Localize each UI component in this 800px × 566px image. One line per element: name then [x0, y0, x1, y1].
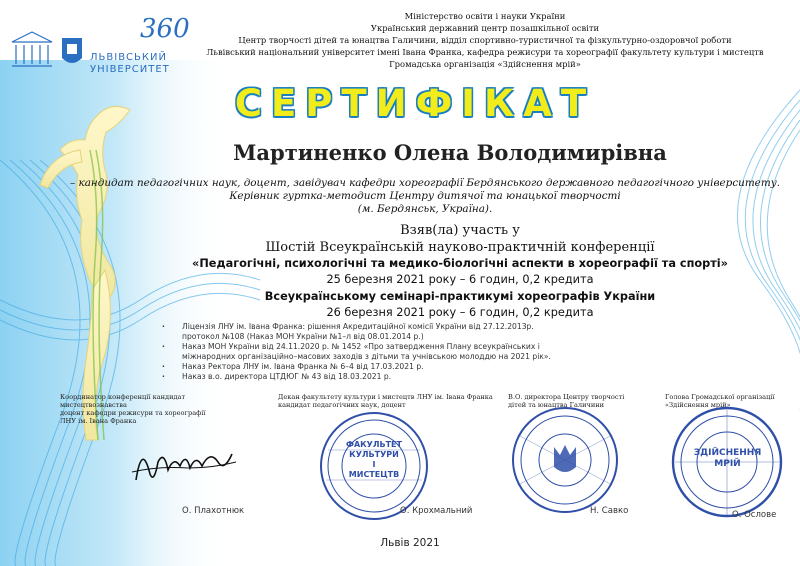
note-line: міжнародних організаційно–масових заходів з дітьми та учнівською молоддю на 2021 рік».	[182, 352, 551, 361]
city-year: Львів 2021	[380, 537, 440, 549]
conference-date: 25 березня 2021 року – 6 годин, 0,2 кредита	[326, 273, 594, 286]
stamp-text-line: ЗДІЙСНЕННЯ	[693, 448, 762, 458]
signatory-title-line: кандидат педагогічних наук, доцент	[278, 401, 406, 409]
recipient-name: Мартиненко Олена Володимирівна	[233, 140, 667, 165]
conference-topic: «Педагогічні, психологічні та медико-біологічні аспекти в хореографії та спорті»	[192, 257, 728, 270]
signatory-name-3: Н. Савко	[590, 506, 629, 516]
organization-line: Міністерство освіти і науки України	[404, 11, 566, 21]
signatory-title-line: «Здійснення мрій»	[665, 401, 731, 409]
note-line: протокол №108 (Наказ МОН України №1–л від 08.01.2014 р.)	[182, 332, 424, 341]
signature-plakhotniuk-icon	[128, 432, 238, 492]
legal-notes	[160, 322, 780, 382]
signatory-name-4: О. Ослове	[732, 510, 777, 520]
organization-line: Львівський національний університет імені Івана Франка, кафедра режисури та хореографії факультету культури і мистецтв	[206, 47, 764, 57]
organizations-header	[190, 10, 780, 70]
seminar-name: Всеукраїнському семінарі-практикумі хореографів України	[264, 290, 656, 303]
signatory-title-line: Декан факультету культури і мистецтв ЛНУ ім. Івана Франка	[278, 393, 493, 401]
signatory-title-line: В.О. директора Центру творчості	[508, 393, 625, 401]
took-part-text: Взяв(ла) участь у	[400, 223, 520, 238]
center-stamp-icon	[510, 405, 620, 515]
description-line: (м. Бердянськ, Україна).	[357, 203, 493, 215]
stamp-text-line: ФАКУЛЬТЕТ	[346, 440, 402, 449]
faculty-stamp-text	[330, 440, 418, 480]
stamp-text-line: МРІЙ	[714, 459, 741, 469]
signatory-name-1: О. Плахотнюк	[182, 506, 245, 516]
organization-stamp-text	[690, 448, 765, 470]
signatory-title-line: доцент кафедри режисури та хореографії	[60, 409, 206, 417]
university-badge: 360	[140, 14, 190, 44]
organization-line: Центр творчості дітей та юнацтва Галичини, відділ спортивно-туристичної та фізкультурно-оздоровчої роботи	[238, 35, 732, 45]
organization-line: Громадська організація «Здійснення мрій»	[389, 59, 581, 69]
conference-name: Шостій Всеукраїнській науково-практичній конференції	[265, 240, 655, 255]
stamp-text-line: І	[372, 460, 376, 469]
note-line: · Наказ в.о. директора ЦТДЮГ № 43 від 18.03.2021 р.	[160, 372, 780, 382]
stamp-text-line: МИСТЕЦТВ	[348, 470, 400, 479]
signatory-title-line: дітей та юнацтва Галичини	[508, 401, 605, 409]
signatory-title-1	[60, 393, 250, 425]
signatory-title-line: Голова Громадської організації	[665, 393, 775, 401]
description-line: Керівник гуртка-методист Центру дитячої та юнацької творчості	[229, 190, 621, 202]
certificate-title: СЕРТИФІКАТ	[234, 82, 596, 125]
signatory-name-2: О. Крохмальний	[400, 506, 473, 516]
university-name-line2: УНІВЕРСИТЕТ	[90, 64, 170, 75]
participation-block	[150, 222, 770, 321]
seminar-date: 26 березня 2021 року – 6 годин, 0,2 кредита	[326, 306, 594, 319]
note-line: · Наказ МОН України від 24.11.2020 р. № 1452 «Про затвердження Плану всеукраїнських і	[160, 342, 780, 352]
signatory-title-line: Координатор конференції кандидат мистецтвознавства	[60, 393, 186, 409]
note-line: · Ліцензія ЛНУ ім. Івана Франка: рішення Акредитаційної комісії України від 27.12.2013р.	[160, 322, 780, 332]
stamp-text-line: КУЛЬТУРИ	[349, 450, 399, 459]
note-line: · Наказ Ректора ЛНУ ім. Івана Франка № 6–4 від 17.03.2021 р.	[160, 362, 780, 372]
organization-line: Український державний центр позашкільної освіти	[370, 23, 600, 33]
signatory-title-2	[278, 393, 498, 409]
recipient-description	[70, 177, 780, 216]
description-line: – кандидат педагогічних наук, доцент, завідувач кафедри хореографії Бердянського державного педагогічного університету.	[70, 177, 781, 189]
university-name-line1: ЛЬВІВСЬКИЙ	[90, 52, 167, 63]
signatory-title-line: ЛНУ ім. Івана Франка	[60, 417, 137, 425]
